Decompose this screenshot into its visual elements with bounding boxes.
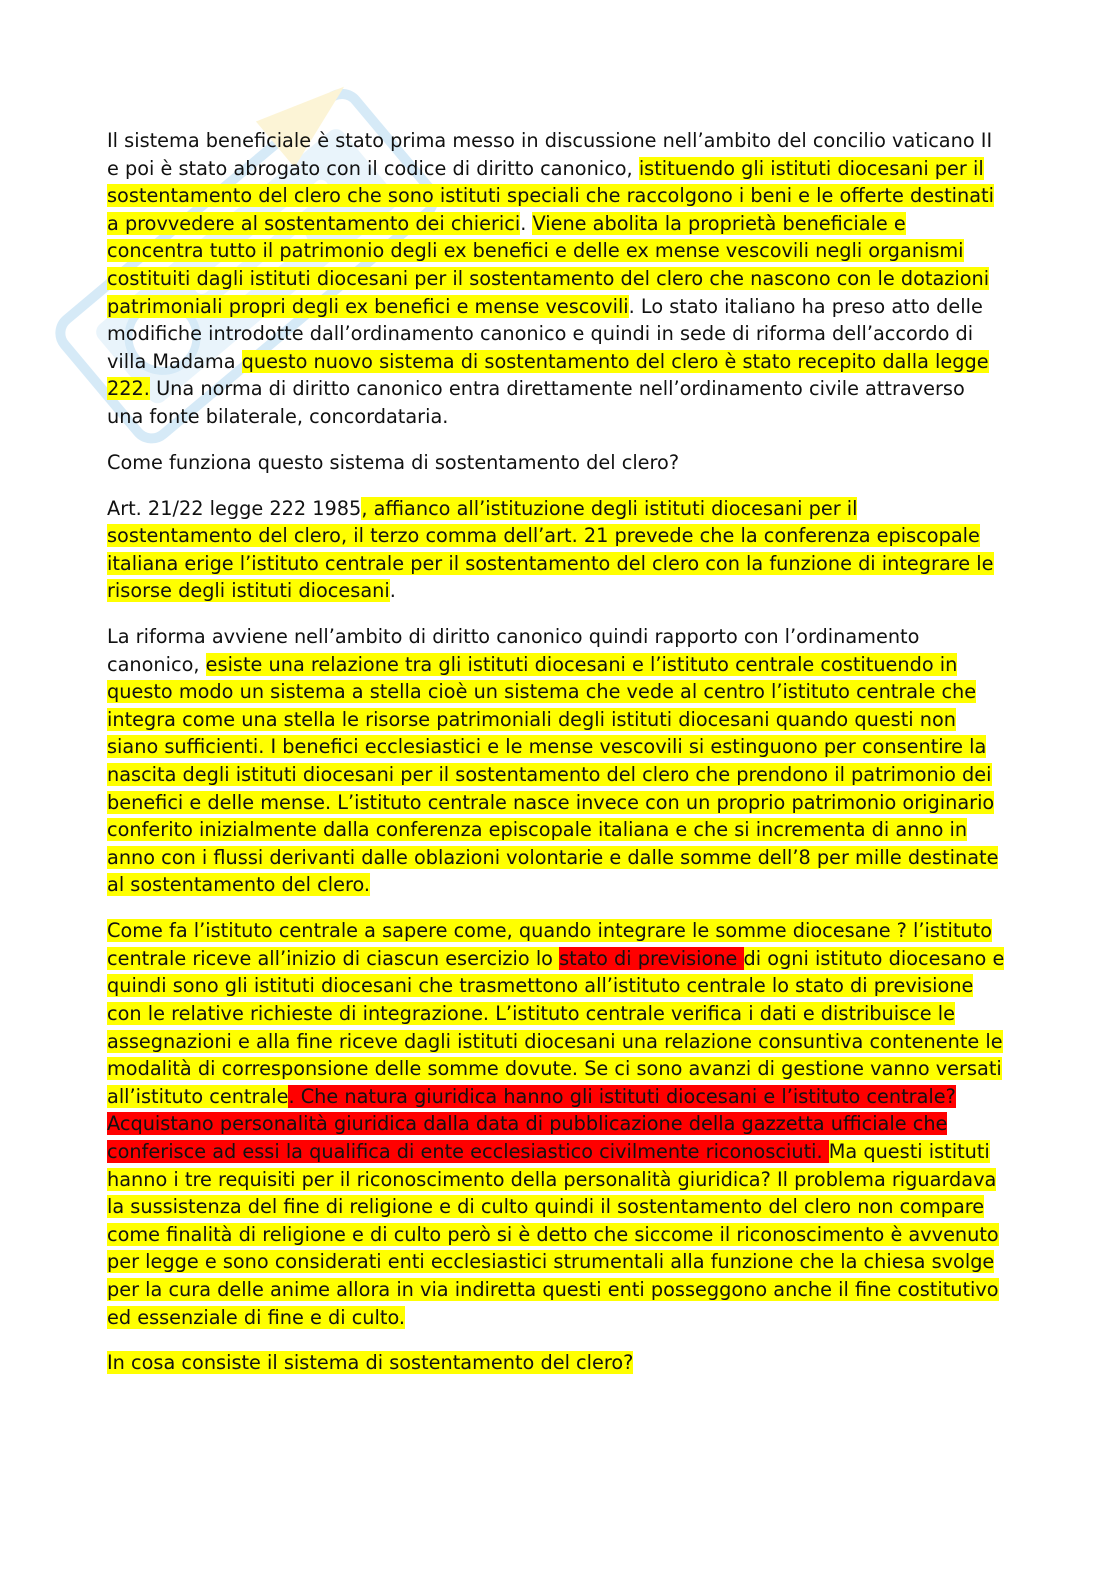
- yellow-highlight: questo nuovo sistema di sostentamento del clero è stato recepito dalla legge 222.: [107, 349, 989, 401]
- paragraph-4: [107, 623, 1007, 899]
- text-run: .: [389, 579, 396, 603]
- text-run: Il sistema beneficiale è stato prima messo in discussione nell’ambito del concilio vaticano II e poi è stato abrogato con il codice di diritto canonico,: [107, 129, 993, 180]
- text-run: La riforma avviene nell’ambito di diritto canonico quindi rapporto con l’ordinamento canonico,: [107, 625, 920, 676]
- paragraph-5: [107, 917, 1007, 1331]
- red-highlight: stato di previsione: [559, 946, 744, 970]
- text-run: . Lo stato italiano ha preso atto delle modifiche introdotte dall’ordinamento canonico e quindi in sede di riforma dell’accordo di villa Madama: [107, 294, 983, 373]
- yellow-highlight: istituendo gli istituti diocesani per il sostentamento del clero che sono istituti speciali che raccolgono i beni e le offerte destinati a provvedere al sostentamento dei chierici: [107, 156, 994, 235]
- paragraph-6-question: [107, 1349, 1007, 1377]
- text-run: Come funziona questo sistema di sostentamento del clero?: [107, 450, 680, 474]
- document-body: [107, 127, 1007, 1395]
- red-highlight: . Che natura giuridica hanno gli istituti diocesani e l’istituto centrale? Acquistano personalità giuridica dalla data di pubblicazione della gazzetta ufficiale che conferisce ad essi la qualifica di ente ecclesiastico civilmente riconosciuti.: [107, 1084, 956, 1163]
- yellow-highlight: esiste una relazione tra gli istituti diocesani e l’istituto centrale costituendo in questo modo un sistema a stella cioè un sistema che vede al centro l’istituto centrale che integra come una stella le risorse patrimoniali degli istituti diocesani quando questi non siano sufficienti. I benefici ecclesiastici e le mense vescovili si estinguono per consentire la nascita degli istituti diocesani per il sostentamento del clero che prendono il patrimonio dei benefici e delle mense. L’istituto centrale nasce invece con un proprio patrimonio originario conferito inizialmente dalla conferenza episcopale italiana e che si incrementa di anno in anno con i flussi derivanti dalle oblazioni volontarie e dalle somme dell’8 per mille destinate al sostentamento del clero.: [107, 652, 999, 897]
- yellow-highlight: Come fa l’istituto centrale a sapere come, quando integrare le somme diocesane ? l’istituto centrale riceve all’inizio di ciascun esercizio lo: [107, 919, 992, 970]
- paragraph-2-question: [107, 449, 1007, 477]
- paragraph-3: [107, 495, 1007, 605]
- text-run: Una norma di diritto canonico entra direttamente nell’ordinamento civile attraverso una fonte bilaterale, concordataria.: [107, 377, 965, 428]
- yellow-highlight: Viene abolita la proprietà beneficiale e concentra tutto il patrimonio degli ex benefici e delle ex mense vescovili negli organismi costituiti dagli istituti diocesani per il sostentamento del clero che nascono con le dotazioni patrimoniali propri degli ex benefici e mense vescovili: [107, 211, 990, 318]
- yellow-highlight: Ma questi istituti hanno i tre requisiti per il riconoscimento della personalità giuridica? Il problema riguardava la sussistenza del fine di religione e di culto quindi il sostentamento del clero non compare come finalità di religione e di culto però si è detto che siccome il riconoscimento è avvenuto per legge e sono considerati enti ecclesiastici strumentali alla funzione che la chiesa svolge per la cura delle anime allora in via indiretta questi enti posseggono anche il fine costitutivo ed essenziale di fine e di culto.: [107, 1139, 999, 1329]
- yellow-highlight: In cosa consiste il sistema di sostentamento del clero?: [107, 1351, 634, 1375]
- yellow-highlight: di ogni istituto diocesano e quindi sono gli istituti diocesani che trasmettono all’istituto centrale lo stato di previsione con le relative richieste di integrazione. L’istituto centrale verifica i dati e distribuisce le assegnazioni e alla fine riceve dagli istituti diocesani una relazione consuntiva contenente le modalità di corresponsione delle somme dovute. Se ci sono avanzi di gestione vanno versati all’istituto centrale: [107, 946, 1005, 1108]
- text-run: .: [520, 211, 533, 235]
- yellow-highlight: , affianco all’istituzione degli istituti diocesani per il sostentamento del clero, il terzo comma dell’art. 21 prevede che la conferenza episcopale italiana erige l’istituto centrale per il sostentamento del clero con la funzione di integrare le risorse degli istituti diocesani: [107, 496, 994, 603]
- paragraph-1: [107, 127, 1007, 431]
- text-run: Art. 21/22 legge 222 1985: [107, 496, 362, 520]
